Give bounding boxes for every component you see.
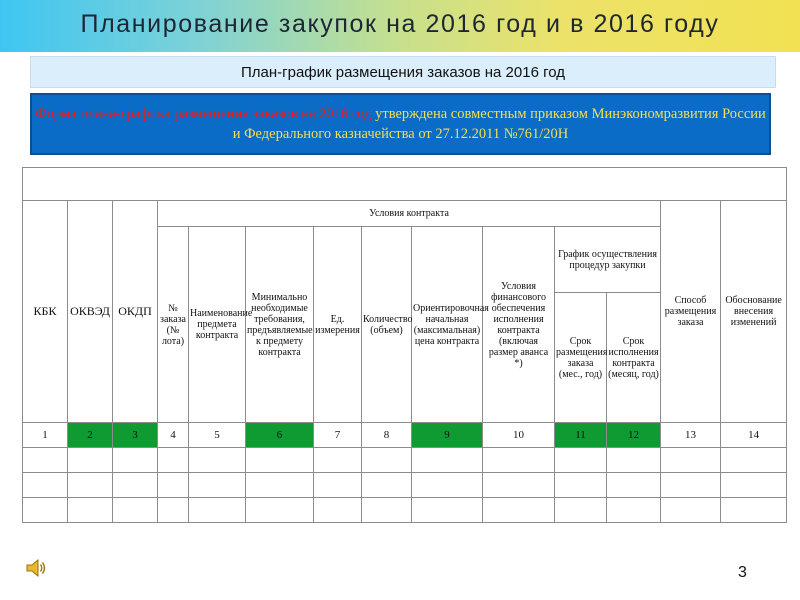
table-row — [23, 498, 787, 523]
header-exec-term: Срок исполнения контракта (месяц, год) — [607, 293, 661, 423]
col-number: 4 — [158, 423, 189, 448]
table-cell — [555, 448, 607, 473]
note-form-title: Форма плана-графика размещения заказов на 2016 год — [35, 106, 372, 122]
header-quantity: Количество (объем) — [362, 227, 412, 423]
table-cell — [314, 473, 362, 498]
table-cell — [362, 448, 412, 473]
table-cell — [23, 498, 68, 523]
header-group-schedule: График осуществления процедур закупки — [555, 227, 661, 293]
slide-title: Планирование закупок на 2016 год и в 2016 году — [80, 10, 720, 38]
plan-schedule-table — [22, 167, 787, 523]
table-row — [23, 473, 787, 498]
table-cell — [246, 498, 314, 523]
table-spacer-cell — [23, 168, 787, 201]
table-cell — [483, 498, 555, 523]
table-cell — [189, 498, 246, 523]
header-okdp: ОКДП — [113, 201, 158, 423]
col-number: 12 — [607, 423, 661, 448]
table-cell — [721, 473, 787, 498]
table-cell — [314, 498, 362, 523]
col-number: 8 — [362, 423, 412, 448]
table-cell — [68, 448, 113, 473]
table-cell — [721, 448, 787, 473]
table-cell — [246, 448, 314, 473]
table-cell — [113, 473, 158, 498]
header-price: Ориентировочная начальная (максимальная) цена контракта — [412, 227, 483, 423]
table-cell — [607, 473, 661, 498]
table-cell — [23, 473, 68, 498]
header-min-requirements: Минимально необходимые требования, предъявляемые к предмету контракта — [246, 227, 314, 423]
col-number: 1 — [23, 423, 68, 448]
table-number-row — [23, 423, 787, 448]
table-cell — [721, 498, 787, 523]
header-group-conditions: Условия контракта — [158, 201, 661, 227]
table-top-spacer-row — [23, 168, 787, 201]
col-number: 13 — [661, 423, 721, 448]
table-cell — [412, 473, 483, 498]
header-unit: Ед. измерения — [314, 227, 362, 423]
table-cell — [555, 498, 607, 523]
table-cell — [661, 473, 721, 498]
table-row — [23, 448, 787, 473]
col-number: 3 — [113, 423, 158, 448]
header-method: Способ размещения заказа — [661, 201, 721, 423]
table-cell — [661, 448, 721, 473]
speaker-icon[interactable] — [24, 556, 48, 580]
col-number: 6 — [246, 423, 314, 448]
page-number: 3 — [738, 564, 747, 581]
table-cell — [607, 498, 661, 523]
table-cell — [314, 448, 362, 473]
table-cell — [158, 498, 189, 523]
table-cell — [607, 448, 661, 473]
table-cell — [23, 448, 68, 473]
table-cell — [189, 448, 246, 473]
header-kbk: КБК — [23, 201, 68, 423]
table-cell — [362, 498, 412, 523]
table-cell — [68, 498, 113, 523]
col-number: 14 — [721, 423, 787, 448]
col-number: 7 — [314, 423, 362, 448]
note-approval-text: утверждена совместным приказом Минэкономразвития России и Федерального казначейства от 27.12.2011 №761/20Н — [232, 106, 766, 142]
col-number: 9 — [412, 423, 483, 448]
title-bar — [0, 0, 800, 52]
table-cell — [483, 448, 555, 473]
table-cell — [68, 473, 113, 498]
table-cell — [412, 448, 483, 473]
form-approval-note — [30, 93, 771, 155]
table-cell — [412, 498, 483, 523]
table-cell — [246, 473, 314, 498]
header-justification: Обоснование внесения изменений — [721, 201, 787, 423]
table-cell — [661, 498, 721, 523]
col-number: 10 — [483, 423, 555, 448]
header-placement-term: Срок размещения заказа (мес., год) — [555, 293, 607, 423]
col-number: 5 — [189, 423, 246, 448]
table-cell — [158, 448, 189, 473]
slide-subtitle: План-график размещения заказов на 2016 год — [30, 56, 776, 88]
col-number: 11 — [555, 423, 607, 448]
col-number: 2 — [68, 423, 113, 448]
header-okved: ОКВЭД — [68, 201, 113, 423]
header-order-no: № заказа (№ лота) — [158, 227, 189, 423]
table-cell — [158, 473, 189, 498]
header-finance: Условия финансового обеспечения исполнения контракта (включая размер аванса *) — [483, 227, 555, 423]
table-cell — [113, 448, 158, 473]
table-cell — [189, 473, 246, 498]
table-cell — [113, 498, 158, 523]
header-name: Наименование предмета контракта — [189, 227, 246, 423]
table-cell — [483, 473, 555, 498]
table-header-row-1 — [23, 201, 787, 227]
table-cell — [555, 473, 607, 498]
table-cell — [362, 473, 412, 498]
